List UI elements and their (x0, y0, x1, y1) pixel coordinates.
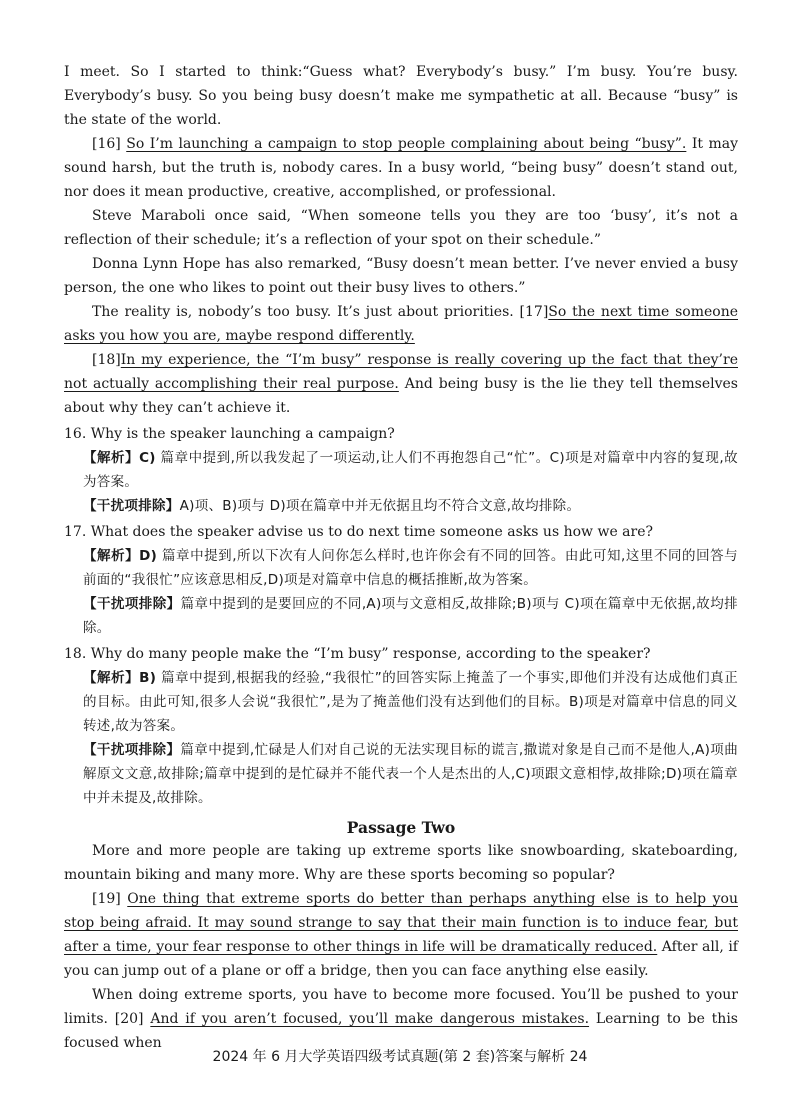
question-18: 18. Why do many people make the “I’m busy” response, according to the speaker? (64, 646, 651, 662)
distractor-tag: 【干扰项排除】 (83, 498, 180, 514)
analysis-16 (64, 446, 738, 494)
question-17: 17. What does the speaker advise us to do next time someone asks us how we are? (64, 524, 654, 540)
question-16: 16. Why is the speaker launching a campaign? (64, 426, 395, 442)
marker-19: [19] (92, 891, 121, 907)
section-title: Passage Two (346, 818, 456, 837)
analysis-18 (64, 666, 738, 738)
paragraph-text: The reality is, nobody’s too busy. It’s just about priorities. (92, 304, 520, 320)
page-footer: 2024 年 6 月大学英语四级考试真题(第 2 套)答案与解析 24 (212, 1049, 588, 1065)
distractor-text: 篇章中提到,忙碌是人们对自己说的无法实现目标的谎言,撒谎对象是自己而不是他人,A)项曲解原文文意,故排除;篇章中提到的是忙碌并不能代表一个人是杰出的人,C)项跟文意相悖,故排除;D)项在篇章中并未提及,故排除。 (83, 742, 738, 806)
paragraph-20 (64, 983, 738, 1055)
distractor-tag: 【干扰项排除】 (83, 596, 181, 612)
analysis-text: 篇章中提到,根据我的经验,“我很忙”的回答实际上掩盖了一个事实,即他们并没有达成他们真正的目标。由此可知,很多人会说“我很忙”,是为了掩盖他们没有达到他们的目标。B)项是对篇章中信息的同义转述,故为答案。 (83, 670, 738, 734)
underlined-text: One thing that extreme sports do better than perhaps anything else is to help you stop being afraid. It may sound strange to say that their main function is to induce fear, but after a time, your fear response to other things in life will be dramatically reduced. (64, 891, 738, 955)
analysis-17 (64, 544, 738, 592)
paragraph: Steve Maraboli once said, “When someone tells you they are too ‘busy’, it’s not a reflection of their schedule; it’s a reflection of your spot on their schedule.” (64, 208, 738, 248)
distractor-18 (64, 738, 738, 810)
marker-18: [18] (92, 352, 121, 368)
paragraph-19 (64, 887, 738, 983)
analysis-text: 篇章中提到,所以下次有人问你怎么样时,也许你会有不同的回答。由此可知,这里不同的回答与前面的“我很忙”应该意思相反,D)项是对篇章中信息的概括推断,故为答案。 (83, 548, 738, 588)
paragraph: Donna Lynn Hope has also remarked, “Busy doesn’t mean better. I’ve never envied a busy person, the one who likes to point out their busy lives to others.” (64, 256, 738, 296)
paragraph-16 (64, 132, 738, 204)
marker-17: [17] (519, 304, 549, 320)
distractor-text: A)项、B)项与 D)项在篇章中并无依据且均不符合文意,故均排除。 (179, 498, 581, 514)
distractor-17 (64, 592, 738, 640)
analysis-text: 篇章中提到,所以我发起了一项运动,让人们不再抱怨自己“忙”。C)项是对篇章中内容的复现,故为答案。 (83, 450, 738, 490)
analysis-tag: 【解析】C) (83, 450, 156, 466)
marker-16: [16] (92, 136, 121, 152)
paragraph-text: After all, if you can jump out of a plane or off a bridge, then you can face anything else easily. (64, 939, 738, 979)
paragraph-text: It may sound harsh, but the truth is, nobody cares. In a busy world, “being busy” doesn’t stand out, nor does it mean productive, creative, accomplished, or professional. (64, 136, 738, 200)
paragraph-text: Learning to be this focused when (64, 1011, 738, 1051)
paragraph-text: When doing extreme sports, you have to become more focused. You’ll be pushed to your limits. (64, 987, 738, 1027)
distractor-text: 篇章中提到的是要回应的不同,A)项与文意相反,故排除;B)项与 C)项在篇章中无依据,故均排除。 (83, 596, 738, 636)
paragraph: I meet. So I started to think:“Guess what? Everybody’s busy.” I’m busy. You’re busy. Everybody’s busy. So you being busy doesn’t make me sympathetic at all. Because “busy” is the state of the world. (64, 64, 738, 128)
paragraph-17 (64, 300, 738, 348)
paragraph-text: And being busy is the lie they tell themselves about why they can’t achieve it. (64, 376, 738, 416)
underlined-text: In my experience, the “I’m busy” response is really covering up the fact that they’re not actually accomplishing their real purpose. (64, 352, 738, 392)
underlined-text: So the next time someone asks you how you are, maybe respond differently. (64, 304, 738, 344)
analysis-tag: 【解析】B) (83, 670, 157, 686)
marker-20: [20] (114, 1011, 144, 1027)
underlined-text: And if you aren’t focused, you’ll make dangerous mistakes. (150, 1011, 590, 1027)
analysis-tag: 【解析】D) (83, 548, 158, 564)
distractor-16 (64, 494, 738, 518)
underlined-text: So I’m launching a campaign to stop people complaining about being “busy”. (126, 136, 687, 152)
paragraph-18 (64, 348, 738, 420)
paragraph: More and more people are taking up extreme sports like snowboarding, skateboarding, mountain biking and many more. Why are these sports becoming so popular? (64, 843, 738, 883)
distractor-tag: 【干扰项排除】 (83, 742, 181, 758)
